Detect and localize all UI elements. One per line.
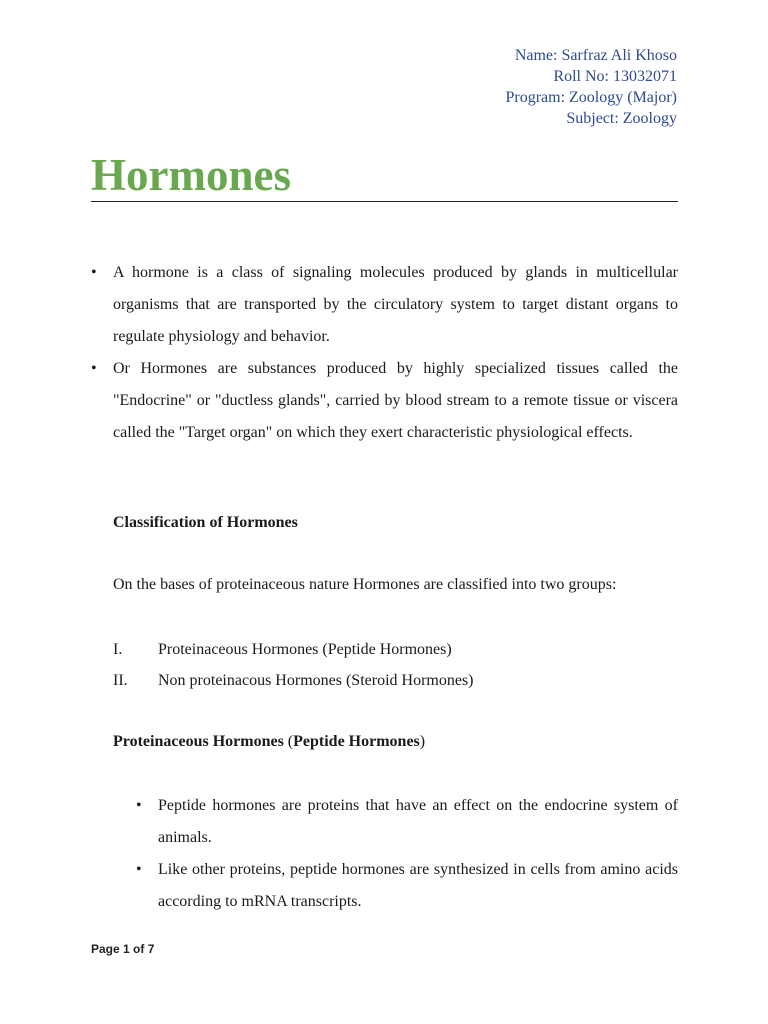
peptide-list <box>158 790 678 918</box>
heading-part: ) <box>419 733 426 750</box>
classification-intro: On the bases of proteinaceous nature Hormones are classified into two groups: <box>113 576 617 593</box>
page-prefix: Page <box>91 942 124 956</box>
document-title: Hormones <box>91 150 291 200</box>
definition-list <box>113 257 678 449</box>
classification-item-text: Proteinaceous Hormones (Peptide Hormones) <box>158 641 452 658</box>
classification-list <box>113 639 474 701</box>
peptide-item: • Peptide hormones are proteins that have an effect on the endocrine system of animals. <box>158 790 678 854</box>
program: Program: Zoology (Major) <box>505 89 677 106</box>
classification-item <box>113 670 474 701</box>
peptide-item: • Like other proteins, peptide hormones are synthesized in cells from amino acids according to mRNA transcripts. <box>158 854 678 918</box>
heading-part: Proteinaceous Hormones <box>113 733 284 750</box>
heading-part: ( <box>283 733 294 750</box>
total-pages: 7 <box>147 942 155 956</box>
roman-numeral: II. <box>113 672 128 689</box>
classification-item <box>113 639 474 670</box>
author-name: Name: Sarfraz Ali Khoso <box>514 47 677 64</box>
roman-numeral: I. <box>113 641 123 658</box>
heading-part: Peptide Hormones <box>293 733 420 750</box>
page-of: of <box>129 942 148 956</box>
roll-number: Roll No: 13032071 <box>553 68 677 85</box>
classification-item-text: Non proteinacous Hormones (Steroid Hormones) <box>158 672 474 689</box>
proteinaceous-heading <box>113 733 425 751</box>
page-number <box>91 942 154 956</box>
current-page: 1 <box>123 942 130 956</box>
definition-item: • Or Hormones are substances produced by highly specialized tissues called the "Endocrine" or "ductless glands", carried by blood stream to a remote tissue or viscera called the "Target organ" on which they exert characteristic physiological effects. <box>113 353 678 449</box>
title-divider <box>91 201 678 202</box>
subject: Subject: Zoology <box>566 110 677 127</box>
classification-heading: Classification of Hormones <box>113 514 298 531</box>
definition-item: • A hormone is a class of signaling molecules produced by glands in multicellular organisms that are transported by the circulatory system to target distant organs to regulate physiology and behavior. <box>113 257 678 353</box>
author-info-block <box>505 45 677 129</box>
